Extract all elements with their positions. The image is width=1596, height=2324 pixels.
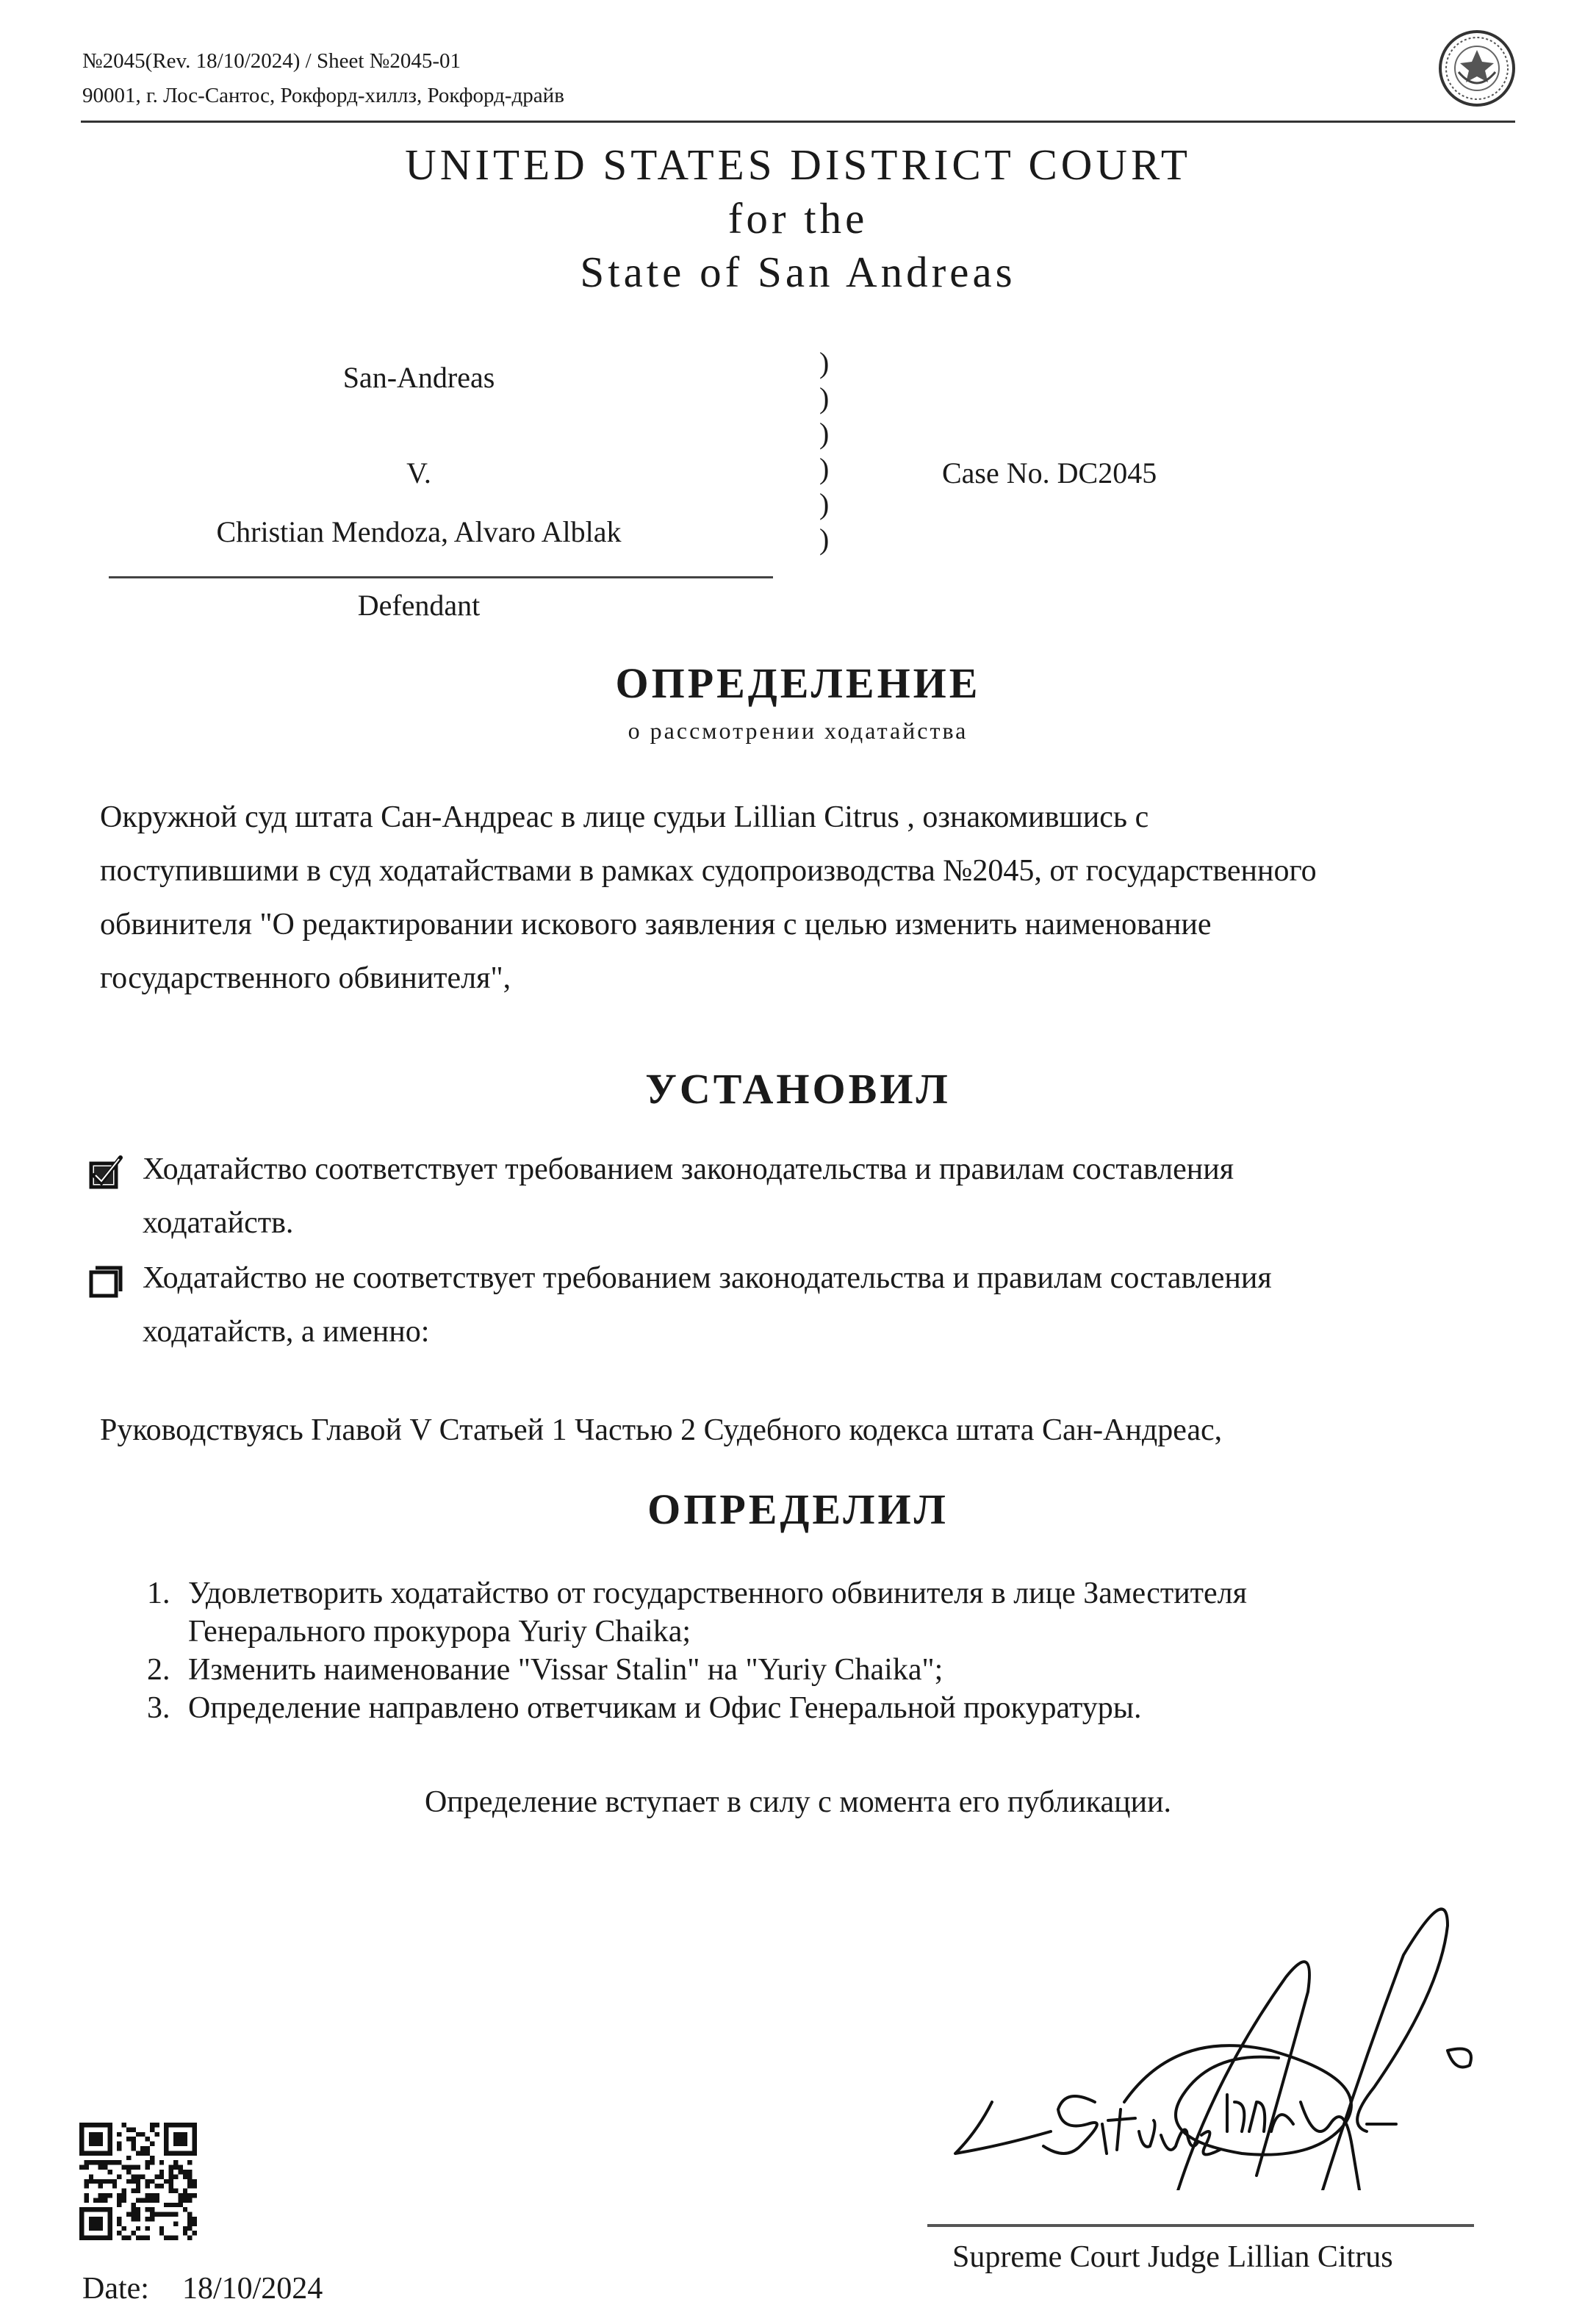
guided-by-paragraph: Руководствуясь Главой V Статьей 1 Частью 2 Судебного кодекса штата Сан-Андреас, [100,1413,1223,1447]
option-line: ходатайств, а именно: [143,1315,430,1349]
qr-code-icon [79,2123,197,2240]
document-subtitle: о рассмотрении ходатайства [628,717,968,744]
court-title-line2: for the [727,194,869,243]
decision-number: 2. [147,1653,170,1687]
court-seal-icon [1437,28,1517,109]
caption-divider [109,576,773,578]
caption-parentheses [819,345,829,557]
option-compliant-text [143,1143,1517,1250]
signature-line [927,2224,1474,2227]
option-line: Ходатайство соответствует требованием законодательства и правилам составления [143,1152,1234,1186]
established-heading: УСТАНОВИЛ [645,1065,951,1113]
court-title-line1: UNITED STATES DISTRICT COURT [405,140,1191,189]
intro-line: поступившими в суд ходатайствами в рамках судопроизводства №2045, от государственного [100,854,1317,888]
decision-number: 3. [147,1691,170,1725]
decision-line: Генерального прокурора Yuriy Chaika; [188,1615,691,1649]
option-noncompliant [87,1252,1517,1359]
checked-checkbox-icon[interactable] [87,1143,143,1250]
date-row [82,2271,323,2306]
unchecked-checkbox-icon[interactable] [87,1252,143,1359]
option-noncompliant-text [143,1252,1517,1359]
intro-line: государственного обвинителя", [100,961,511,995]
decision-item [147,1574,1470,1651]
decision-line: Определение направлено ответчикам и Офис Генеральной прокуратуры. [188,1691,1142,1725]
caption-paren: ) [819,346,830,379]
decided-heading: ОПРЕДЕЛИЛ [647,1485,949,1533]
plaintiff-name: San-Andreas [342,361,495,394]
decision-line: Изменить наименование "Vissar Stalin" на "Yuriy Chaika"; [188,1653,943,1687]
caption-paren: ) [819,487,830,520]
caption-paren: ) [819,523,830,556]
decision-item [147,1651,1470,1689]
court-address: 90001, г. Лос-Сантос, Рокфорд-хиллз, Рокфорд-драйв [82,84,564,107]
decision-line: Удовлетворить ходатайство от государственного обвинителя в лице Заместителя [188,1577,1247,1610]
document-reference: №2045(Rev. 18/10/2024) / Sheet №2045-01 [82,49,461,73]
intro-line: обвинителя "О редактировании искового заявления с целью изменить наименование [100,908,1212,942]
caption-paren: ) [819,452,830,485]
signature-image [933,1882,1499,2190]
case-number: Case No. DC2045 [942,456,1157,489]
caption-paren: ) [819,417,830,450]
caption-paren: ) [819,381,830,415]
versus-label: V. [406,456,431,489]
date-value: 18/10/2024 [181,2272,323,2306]
decision-list [147,1574,1470,1727]
date-label: Date: [82,2272,149,2306]
document-title: ОПРЕДЕЛЕНИЕ [615,659,981,707]
court-title-line3: State of San Andreas [580,248,1016,296]
defendant-label: Defendant [357,589,481,622]
option-line: Ходатайство не соответствует требованием законодательства и правилам составления [143,1261,1272,1295]
decision-item [147,1689,1470,1727]
option-compliant [87,1143,1517,1250]
intro-line: Окружной суд штата Сан-Андреас в лице судьи Lillian Citrus , ознакомившись с [100,800,1149,834]
intro-paragraph [100,791,1540,1005]
signer-title: Supreme Court Judge Lillian Citrus [952,2240,1393,2274]
option-line: ходатайств. [143,1206,294,1240]
header-divider [81,121,1515,123]
decision-number: 1. [147,1577,170,1610]
defendants-names: Christian Mendoza, Alvaro Alblak [216,515,622,548]
effective-statement: Определение вступает в силу с момента его публикации. [424,1785,1172,1819]
